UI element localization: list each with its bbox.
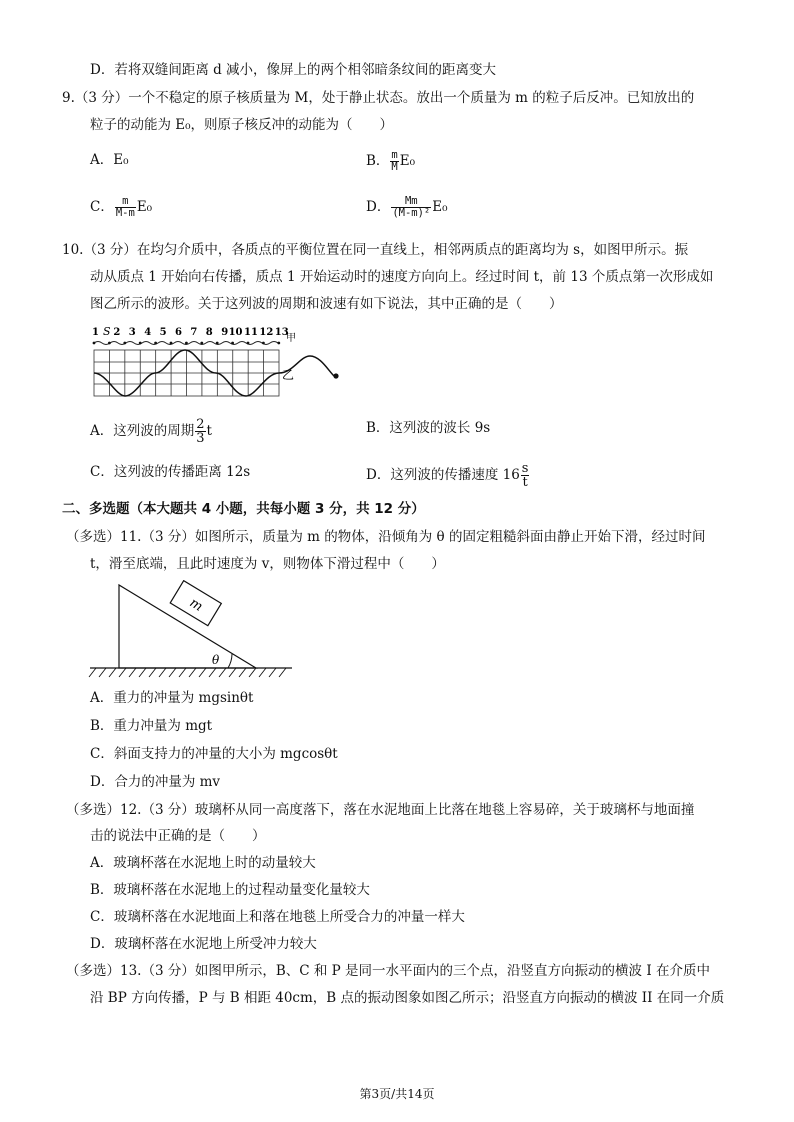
q10-option-a[interactable] <box>90 418 212 445</box>
q10-particle-dot <box>200 342 203 345</box>
q10-stem-line1: 10.（3 分）在均匀介质中，各质点的平衡位置在同一直线上，相邻两质点的距离均为 s，如图甲所示。振 <box>62 242 689 258</box>
q10-point-label: 11 <box>244 327 258 338</box>
q11-hatch-mark <box>179 668 186 677</box>
q9-option-a[interactable]: A．E₀ <box>90 152 129 168</box>
q9-option-b-letter: B． <box>366 153 390 169</box>
q10-yi-label: 乙 <box>282 368 295 382</box>
q10-particle-dot <box>170 342 173 345</box>
q10-particle-dot <box>185 342 188 345</box>
q10-particle-dot <box>231 342 234 345</box>
q11-hatch-mark <box>219 668 226 677</box>
q10-wave-end-dot <box>333 373 338 378</box>
q10-particle-dot <box>93 342 96 345</box>
q11-hatch-mark <box>119 668 126 677</box>
q11-hatch-mark <box>259 668 266 677</box>
q10-point-label: 12 <box>259 327 274 338</box>
q11-hatch-mark <box>159 668 166 677</box>
q11-hatch-mark <box>139 668 146 677</box>
q11-option-b[interactable]: B．重力冲量为 mgt <box>90 718 213 734</box>
q11-hatch-mark <box>109 668 116 677</box>
q11-hatch-mark <box>149 668 156 677</box>
q10-s-label: S <box>103 325 111 338</box>
q11-hatch-mark <box>239 668 246 677</box>
q12-stem-line1: （多选）12.（3 分）玻璃杯从同一高度落下，落在水泥地面上比落在地毯上容易碎，关于玻璃杯与地面撞 <box>66 802 695 818</box>
q13-stem-line2: 沿 BP 方向传播，P 与 B 相距 40cm，B 点的振动图象如图乙所示；沿竖直方向振动的横波 II 在同一介质 <box>90 990 725 1006</box>
q10-option-d-fraction: $\frac{s}{t}$ <box>521 461 529 490</box>
q11-hatch-mark <box>249 668 256 677</box>
q10-particle-dot <box>277 342 280 345</box>
q11-hatch-mark <box>89 668 96 677</box>
q10-particle-dot <box>139 342 142 345</box>
q10-option-b[interactable]: B．这列波的波长 9s <box>366 420 491 436</box>
q9-option-b-fraction: $\frac{m}{M}$ <box>391 149 398 173</box>
q10-particle-dot <box>216 342 219 345</box>
q11-hatch-mark <box>279 668 286 677</box>
q10-option-a-text: A．这列波的周期 <box>90 423 195 439</box>
q10-point-label: 5 <box>159 327 167 338</box>
q9-stem-line1: 9.（3 分）一个不稳定的原子核质量为 M，处于静止状态。放出一个质量为 m 的粒子后反冲。已知放出的 <box>62 90 695 106</box>
q12-option-d[interactable]: D．玻璃杯落在水泥地上所受冲力较大 <box>90 936 317 952</box>
q10-particle-dot <box>154 342 157 345</box>
q13-stem-line1: （多选）13.（3 分）如图甲所示，B、C 和 P 是同一水平面内的三个点，沿竖直方向振动的横波 I 在介质中 <box>66 963 710 979</box>
q10-particle-dot <box>247 342 250 345</box>
q10-point-label: 1 <box>92 327 99 338</box>
q11-angle-arc <box>228 654 232 668</box>
q8-option-d[interactable]: D．若将双缝间距离 d 减小，像屏上的两个相邻暗条纹间的距离变大 <box>90 62 497 78</box>
q10-option-d[interactable] <box>366 462 530 489</box>
q11-mass-label: m <box>186 595 206 615</box>
q10-option-a-fraction: $\frac{2}{3}$ <box>196 417 205 446</box>
q12-option-b[interactable]: B．玻璃杯落在水泥地上的过程动量变化量较大 <box>90 882 370 898</box>
q10-point-label: 10 <box>228 327 243 338</box>
q11-hatch-mark <box>269 668 276 677</box>
q11-option-c[interactable]: C．斜面支持力的冲量的大小为 mgcosθt <box>90 746 338 762</box>
q11-incline-figure <box>88 580 298 680</box>
q10-point-label: 13 <box>274 327 289 338</box>
q11-hatch-mark <box>209 668 216 677</box>
q10-jia-label: 甲 <box>286 333 296 344</box>
q11-hatch-mark <box>169 668 176 677</box>
q10-point-label: 6 <box>175 327 182 338</box>
q10-particle-dot <box>108 342 111 345</box>
q9-option-d-e0: E₀ <box>432 199 448 215</box>
q11-hatch-mark <box>199 668 206 677</box>
q10-stem-line3: 图乙所示的波形。关于这列波的周期和波速有如下说法，其中正确的是（ ） <box>90 296 563 312</box>
q10-point-label: 4 <box>144 327 152 338</box>
q11-hatch-mark <box>229 668 236 677</box>
q12-stem-line2: 击的说法中正确的是（ ） <box>90 828 266 844</box>
q11-stem-line2: t，滑至底端，且此时速度为 v，则物体下滑过程中（ ） <box>90 556 445 572</box>
q9-option-d-letter: D． <box>366 199 391 215</box>
q10-point-label: 7 <box>190 327 198 338</box>
q12-option-c[interactable]: C．玻璃杯落在水泥地面上和落在地毯上所受合力的冲量一样大 <box>90 909 465 925</box>
q9-option-c[interactable] <box>90 196 152 219</box>
q10-point-labels <box>92 327 289 338</box>
q11-hatch-mark <box>99 668 106 677</box>
q9-option-b[interactable] <box>366 150 415 173</box>
q10-particle-dot <box>262 342 265 345</box>
q9-option-c-fraction: $\frac{m}{M-m}$ <box>115 195 135 219</box>
q9-stem-line2: 粒子的动能为 E₀，则原子核反冲的动能为（ ） <box>90 117 394 133</box>
q11-hatch-mark <box>129 668 136 677</box>
q10-option-a-t: t <box>206 423 212 439</box>
q11-theta-label: θ <box>212 653 220 667</box>
q10-point-label: 8 <box>205 327 213 338</box>
q11-block <box>170 581 221 626</box>
q10-wave-figure <box>88 322 358 404</box>
q9-option-b-e0: E₀ <box>399 153 416 169</box>
q12-option-a[interactable]: A．玻璃杯落在水泥地上时的动量较大 <box>90 855 316 871</box>
q9-option-d[interactable] <box>366 196 448 219</box>
q10-point-label: 3 <box>128 327 136 338</box>
q10-particle-dot <box>123 342 126 345</box>
q10-option-d-text: D．这列波的传播速度 16 <box>366 467 520 483</box>
q10-point-label: 9 <box>221 327 229 338</box>
q9-option-d-fraction: $\frac{Mm}{\text{(M-m)²}}$ <box>392 195 431 219</box>
q11-option-a[interactable]: A．重力的冲量为 mgsinθt <box>90 690 254 706</box>
q11-ground-hatch <box>89 668 286 677</box>
q9-option-c-e0: E₀ <box>136 199 153 215</box>
q11-option-d[interactable]: D．合力的冲量为 mv <box>90 774 221 790</box>
q10-point-label: 2 <box>113 327 121 338</box>
q9-option-c-letter: C． <box>90 199 114 215</box>
page-footer: 第3页/共14页 <box>359 1087 435 1101</box>
q10-option-c[interactable]: C．这列波的传播距离 12s <box>90 464 251 480</box>
section-2-title: 二、多选题（本大题共 4 小题，共每小题 3 分，共 12 分） <box>62 501 425 517</box>
q10-stem-line2: 动从质点 1 开始向右传播，质点 1 开始运动时的速度方向向上。经过时间 t，前 13 个质点第一次形成如 <box>90 269 714 285</box>
q11-stem-line1: （多选）11.（3 分）如图所示，质量为 m 的物体，沿倾角为 θ 的固定粗糙斜面由静止开始下滑，经过时间 <box>66 529 706 545</box>
q11-hatch-mark <box>189 668 196 677</box>
